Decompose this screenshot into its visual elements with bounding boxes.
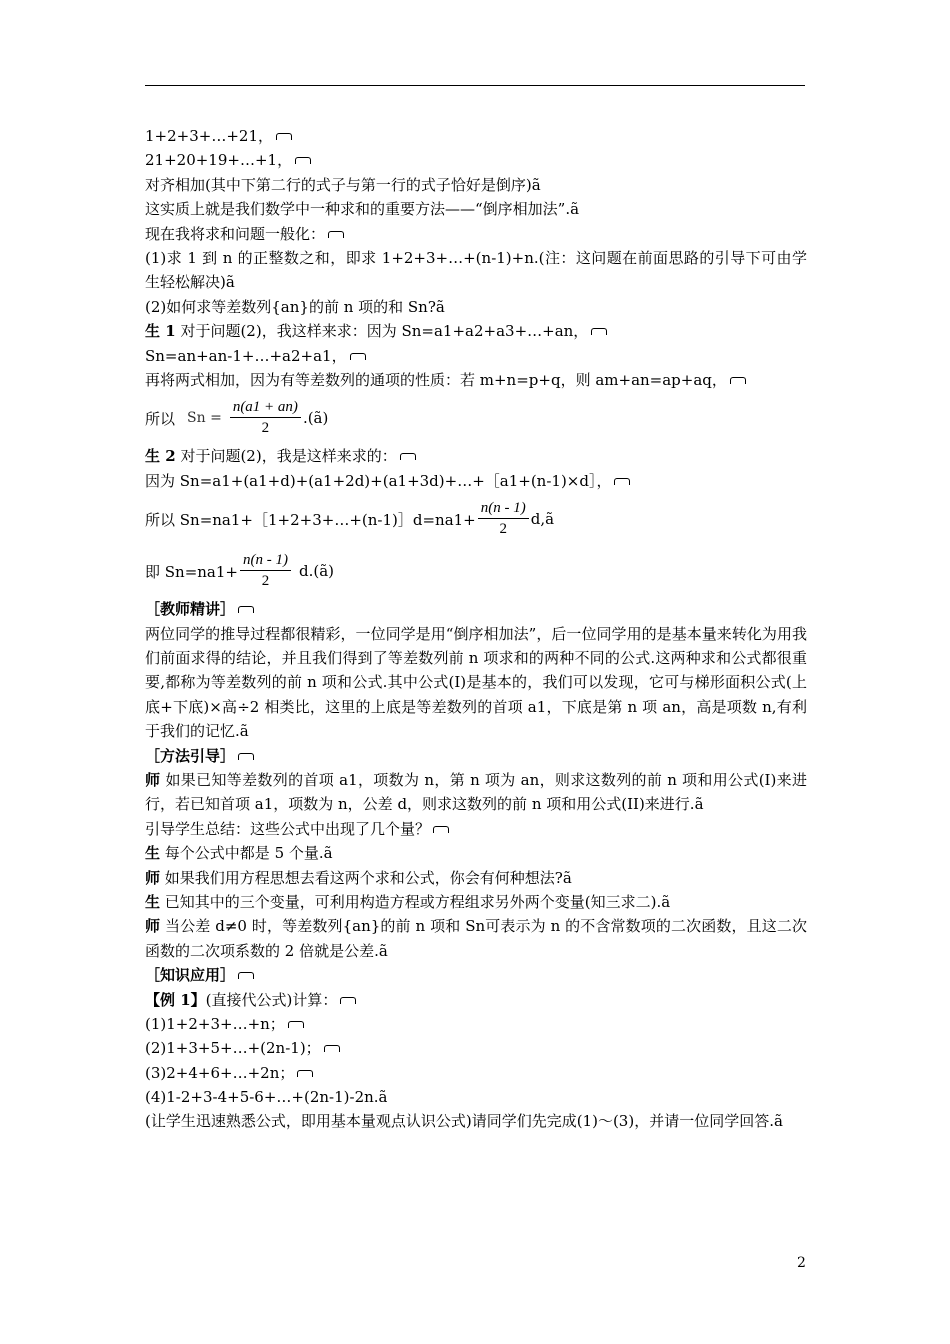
section-heading: ［教师精讲］	[145, 597, 807, 621]
text-line: 21+20+19+…+1，	[145, 148, 807, 172]
text-paragraph: (让学生迅速熟悉公式，即用基本量观点认识公式)请同学们先完成(1)～(3)，并请一位同学回答.ã	[145, 1112, 783, 1131]
page-content	[145, 124, 807, 1134]
paragraph-mark-icon	[238, 753, 254, 760]
text-line: 1+2+3+…+21，	[145, 124, 807, 148]
formula-fraction	[230, 399, 301, 437]
paragraph-mark-icon	[350, 353, 366, 360]
formula-suffix: .(ã)	[302, 409, 329, 428]
paragraph-mark-icon	[400, 453, 416, 460]
paragraph-mark-icon	[433, 826, 449, 833]
paragraph-mark-icon	[730, 377, 746, 384]
fraction-numerator: n(n - 1)	[240, 552, 291, 571]
speaker-label: 师	[145, 868, 161, 887]
fraction-denominator: 2	[261, 573, 270, 590]
formula-line	[145, 545, 807, 597]
paragraph-mark-icon	[295, 157, 311, 164]
text-line: 生 1 对于问题(2)，我这样来求：因为 Sn=a1+a2+a3+…+an，	[145, 319, 807, 343]
paragraph-mark-icon	[297, 1070, 313, 1077]
section-heading: ［方法引导］	[145, 744, 807, 768]
paragraph-mark-icon	[328, 231, 344, 238]
fraction-denominator: 2	[261, 420, 270, 437]
text-line: 师 如果我们用方程思想去看这两个求和公式，你会有何种想法?ã	[145, 868, 572, 887]
text-line: (4)1-2+3-4+5-6+…+(2n-1)-2n.ã	[145, 1088, 388, 1107]
paragraph-mark-icon	[288, 1021, 304, 1028]
section-heading: ［知识应用］	[145, 963, 807, 987]
text-line: 生 2 对于问题(2)，我是这样来求的：	[145, 444, 807, 468]
text-paragraph: (1)求 1 到 n 的正整数之和，即求 1+2+3+…+(n-1)+n.(注：这问题在前面思路的引导下可由学生轻松解决)ã	[145, 248, 807, 292]
formula-fraction	[478, 500, 529, 538]
paragraph-mark-icon	[614, 478, 630, 485]
text-line: 【例 1】(直接代公式)计算：	[145, 988, 807, 1012]
formula-lhs: Sn =	[187, 410, 222, 427]
page-number: 2	[797, 1255, 806, 1271]
text-line: (2)1+3+5+…+(2n-1)；	[145, 1036, 807, 1060]
text-paragraph: 师 如果已知等差数列的首项 a1，项数为 n，第 n 项为 an，则求这数列的前 n 项和用公式(I)来进行，若已知首项 a1，项数为 n，公差 d，则求这数列的前 n 项和用公式(II)来进行.ã	[145, 770, 807, 814]
formula-line	[145, 493, 807, 545]
formula-line	[145, 392, 807, 444]
text-line: 生 已知其中的三个变量，可利用构造方程或方程组求另外两个变量(知三求二).ã	[145, 892, 671, 911]
formula-prefix: 即 Sn=na1+	[145, 562, 238, 581]
text-line: 因为 Sn=a1+(a1+d)+(a1+2d)+(a1+3d)+…+［a1+(n-1)×d］，	[145, 469, 807, 493]
text-line: (3)2+4+6+…+2n；	[145, 1061, 807, 1085]
text-line: 现在我将求和问题一般化：	[145, 222, 807, 246]
text-line: (2)如何求等差数列{an}的前 n 项的和 Sn?ã	[145, 297, 445, 316]
text-paragraph: 师 当公差 d≠0 时，等差数列{an}的前 n 项和 Sn可表示为 n 的不含常数项的二次函数，且这二次函数的二次项系数的 2 倍就是公差.ã	[145, 917, 807, 960]
speaker-label: 生 2	[145, 447, 176, 466]
header-rule	[145, 85, 805, 86]
text-paragraph: 两位同学的推导过程都很精彩，一位同学是用“倒序相加法”，后一位同学用的是基本量来转化为用我们前面求得的结论，并且我们得到了等差数列前 n 项求和的两种不同的公式.这两种求和公式都很重要,都称为等差数列的前 n 项和公式.其中公式(I)是基本的，我们可以发现，它可与梯形面积公式(上底+下底)×高÷2 相类比，这里的上底是等差数列的首项 a1，下底是第 n 项 an，高是项数 n,有利于我们的记忆.ã	[145, 624, 807, 741]
formula-prefix: 所以	[145, 409, 176, 428]
text-line: (1)1+2+3+…+n；	[145, 1012, 807, 1036]
formula-suffix: d.(ã)	[299, 562, 335, 581]
speaker-label: 生	[145, 844, 161, 863]
paragraph-mark-icon	[340, 997, 356, 1004]
speaker-label: 生 1	[145, 322, 176, 341]
fraction-numerator: n(a1 + an)	[230, 399, 301, 418]
formula-prefix: 所以 Sn=na1+［1+2+3+…+(n-1)］d=na1+	[145, 510, 476, 529]
formula-fraction	[240, 552, 291, 590]
fraction-numerator: n(n - 1)	[478, 500, 529, 519]
paragraph-mark-icon	[591, 328, 607, 335]
paragraph-mark-icon	[276, 133, 292, 140]
text-line: 引导学生总结：这些公式中出现了几个量？	[145, 817, 807, 841]
example-label: 【例 1】	[145, 990, 206, 1009]
text-line: 再将两式相加，因为有等差数列的通项的性质：若 m+n=p+q，则 am+an=ap+aq，	[145, 368, 807, 392]
speaker-label: 师	[145, 770, 161, 789]
paragraph-mark-icon	[238, 972, 254, 979]
paragraph-mark-icon	[324, 1045, 340, 1052]
speaker-label: 生	[145, 892, 161, 911]
fraction-denominator: 2	[499, 521, 508, 538]
text-line: Sn=an+an-1+…+a2+a1，	[145, 344, 807, 368]
speaker-label: 师	[145, 917, 161, 936]
text-line: 这实质上就是我们数学中一种求和的重要方法——“倒序相加法”.ã	[145, 200, 580, 219]
text-line: 生 每个公式中都是 5 个量.ã	[145, 844, 333, 863]
paragraph-mark-icon	[238, 606, 254, 613]
text-line: 对齐相加(其中下第二行的式子与第一行的式子恰好是倒序)ã	[145, 175, 541, 194]
formula-suffix: d,ã	[530, 510, 555, 529]
